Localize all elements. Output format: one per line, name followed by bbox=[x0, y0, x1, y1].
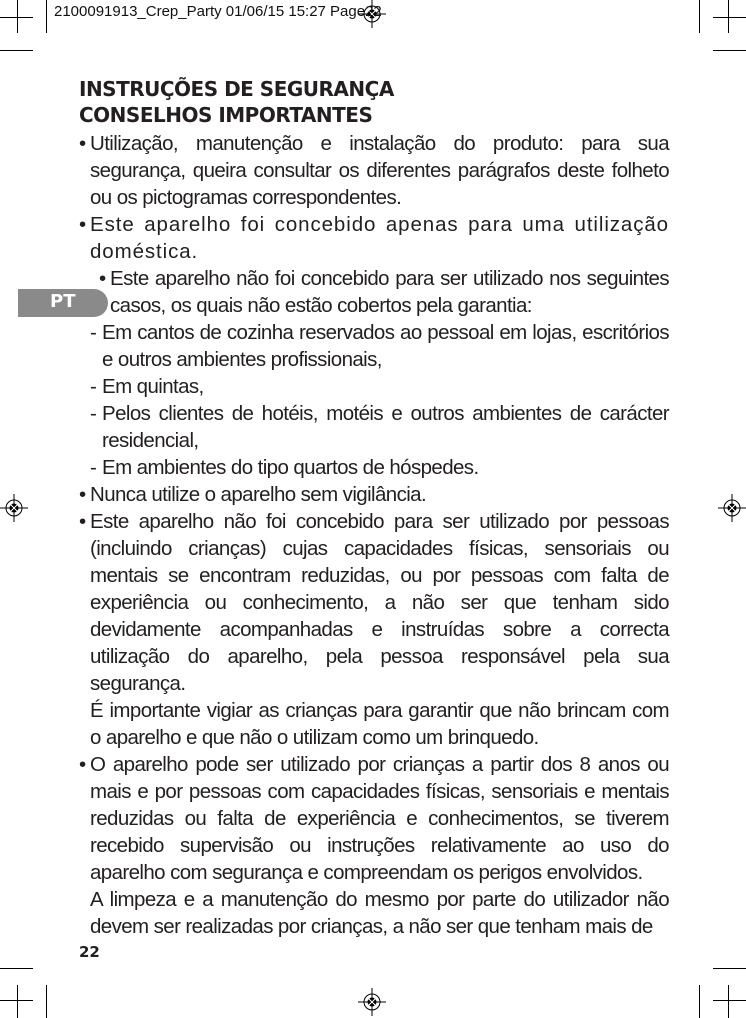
dash: - bbox=[90, 456, 97, 479]
crop-mark bbox=[728, 0, 729, 33]
crop-mark bbox=[0, 50, 33, 51]
crop-mark bbox=[713, 968, 746, 969]
bullet: • bbox=[79, 132, 86, 155]
crop-mark bbox=[46, 985, 47, 1018]
crop-mark bbox=[728, 985, 729, 1018]
list-item-text: Em ambientes do tipo quartos de hóspedes. bbox=[102, 456, 479, 479]
dash: - bbox=[90, 402, 97, 425]
bullet: • bbox=[99, 267, 106, 290]
list-item-text: Utilização, manutenção e instalação do produto: para sua segurança, queira consultar os diferentes parágrafos deste folheto ou os pictogramas correspondentes. bbox=[90, 132, 669, 209]
crop-mark bbox=[17, 985, 18, 1018]
crop-mark bbox=[17, 0, 18, 33]
registration-mark-icon bbox=[358, 988, 386, 1016]
dash: - bbox=[90, 375, 97, 398]
page-number: 22 bbox=[79, 943, 100, 961]
list-item-text: O aparelho pode ser utilizado por crianças a partir dos 8 anos ou mais e por pessoas com capacidades físicas, sensoriais e mentais reduzidas ou falta de experiência e conhecimentos, se tiverem recebido supervisão ou instruções relativamente ao uso do aparelho com segurança e compreendam os perigos envolvidos. bbox=[90, 753, 669, 884]
list-item-continuation bbox=[79, 886, 669, 940]
list-item-text: Este aparelho foi concebido apenas para uma utilização doméstica. bbox=[90, 213, 669, 263]
list-item-text: Este aparelho não foi concebido para ser utilizado por pessoas (incluindo crianças) cujas capacidades físicas, sensoriais ou mentais se encontram reduzidas, ou por pessoas com falta de experiência ou conhecimento, a não ser que tenham sido devidamente acompanhadas e instruídas sobre a correcta utilização do aparelho, pela pessoa responsável pela sua segurança. bbox=[90, 510, 669, 695]
crop-mark bbox=[713, 50, 746, 51]
dash: - bbox=[90, 321, 97, 344]
crop-mark bbox=[46, 0, 47, 33]
print-slug: 2100091913_Crep_Party 01/06/15 15:27 Page22 bbox=[54, 3, 382, 20]
crop-mark bbox=[699, 985, 700, 1018]
registration-mark-icon bbox=[0, 494, 28, 522]
safety-instructions-list bbox=[79, 130, 669, 940]
bullet: • bbox=[79, 510, 86, 533]
list-item-text: Em quintas, bbox=[102, 375, 204, 398]
list-item bbox=[79, 751, 669, 886]
crop-mark bbox=[713, 17, 746, 18]
list-item bbox=[79, 481, 669, 508]
list-item bbox=[79, 454, 669, 481]
list-item-text: Nunca utilize o aparelho sem vigilância. bbox=[90, 483, 427, 506]
list-item bbox=[79, 508, 669, 697]
crop-mark bbox=[0, 968, 33, 969]
list-item-text: É importante vigiar as crianças para garantir que não brincam com o aparelho e que não o utilizam como um brinquedo. bbox=[90, 699, 669, 749]
list-item-text: Pelos clientes de hotéis, motéis e outros ambientes de carácter residencial, bbox=[102, 402, 669, 452]
section-title-line-1: INSTRUÇÕES DE SEGURANÇA bbox=[79, 77, 394, 101]
bullet: • bbox=[79, 483, 86, 506]
section-title-line-2: CONSELHOS IMPORTANTES bbox=[79, 103, 373, 127]
list-item bbox=[79, 211, 669, 265]
list-item bbox=[79, 373, 669, 400]
registration-mark-icon bbox=[718, 494, 746, 522]
list-item bbox=[79, 400, 669, 454]
list-item bbox=[79, 265, 669, 319]
crop-mark bbox=[699, 0, 700, 33]
list-item bbox=[79, 130, 669, 211]
list-item bbox=[79, 319, 669, 373]
list-item-text: A limpeza e a manutenção do mesmo por parte do utilizador não devem ser realizadas por crianças, a não ser que tenham mais de bbox=[90, 888, 669, 938]
bullet: • bbox=[79, 213, 86, 236]
list-item-text: Este aparelho não foi concebido para ser utilizado nos seguintes casos, os quais não estão cobertos pela garantia: bbox=[110, 267, 669, 317]
list-item-continuation bbox=[79, 697, 669, 751]
list-item-text: Em cantos de cozinha reservados ao pessoal em lojas, escritórios e outros ambientes profissionais, bbox=[102, 321, 669, 371]
bullet: • bbox=[79, 753, 86, 776]
crop-mark bbox=[713, 1000, 746, 1001]
language-tab-label: PT bbox=[50, 291, 76, 312]
section-title bbox=[79, 76, 394, 128]
